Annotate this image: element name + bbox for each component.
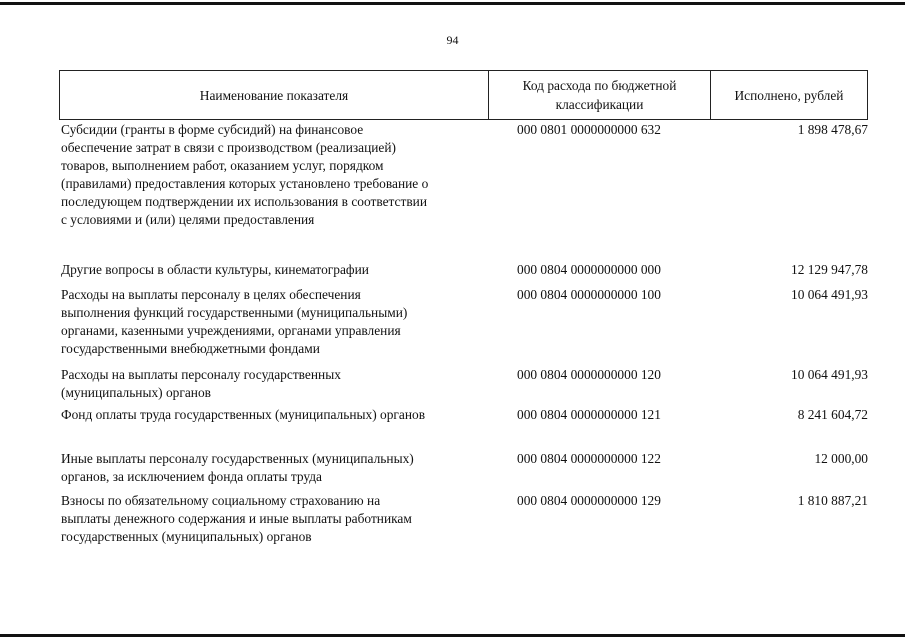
row-name (61, 406, 491, 424)
row-name-line: государственными внебюджетными фондами (61, 341, 320, 356)
row-name (61, 366, 491, 402)
row-name-line: органов, за исключением фонда оплаты труда (61, 469, 322, 484)
row-amount: 12 000,00 (814, 451, 868, 466)
row-name (61, 450, 491, 486)
row-code: 000 0804 0000000000 100 (517, 287, 661, 302)
header-amount: Исполнено, рублей (734, 87, 844, 103)
row-code: 000 0804 0000000000 122 (517, 451, 661, 466)
row-code: 000 0804 0000000000 120 (517, 367, 661, 382)
row-name-line: Иные выплаты персоналу государственных (муниципальных) (61, 451, 414, 466)
row-name-line: выполнения функций государственными (муниципальными) (61, 305, 408, 320)
row-amount: 10 064 491,93 (791, 287, 868, 302)
row-name (61, 492, 491, 546)
row-name (61, 261, 491, 279)
header-name: Наименование показателя (60, 71, 489, 119)
row-name-line: Расходы на выплаты персоналу государственных (61, 367, 341, 382)
row-name-line: товаров, выполнением работ, оказанием услуг, порядком (61, 158, 384, 173)
row-name-line: с условиями и (или) целями предоставления (61, 212, 315, 227)
row-name-line: Фонд оплаты труда государственных (муниципальных) органов (61, 407, 426, 422)
bottom-rule (0, 634, 905, 637)
row-name-line: Взносы по обязательному социальному страхованию на (61, 493, 381, 508)
row-code: 000 0804 0000000000 000 (517, 262, 661, 277)
row-name-line: органами, казенными учреждениями, органами управления (61, 323, 401, 338)
row-amount: 10 064 491,93 (791, 367, 868, 382)
page-number: 94 (446, 33, 459, 47)
row-amount: 8 241 604,72 (797, 407, 868, 422)
row-name-line: (правилами) предоставления которых установлено требование о (61, 176, 429, 191)
row-code: 000 0804 0000000000 129 (517, 493, 661, 508)
row-name (61, 121, 491, 229)
row-name-line: государственных (муниципальных) органов (61, 529, 312, 544)
top-rule (0, 2, 905, 5)
row-name (61, 286, 491, 358)
row-name-line: выплаты денежного содержания и иные выплаты работникам (61, 511, 412, 526)
header-code: Код расхода по бюджетной классификации (489, 71, 711, 119)
row-amount: 12 129 947,78 (791, 262, 868, 277)
row-code: 000 0801 0000000000 632 (517, 122, 661, 137)
table-header (59, 70, 868, 120)
row-name-line: (муниципальных) органов (61, 385, 211, 400)
row-amount: 1 810 887,21 (797, 493, 868, 508)
row-code: 000 0804 0000000000 121 (517, 407, 661, 422)
row-name-line: Другие вопросы в области культуры, кинематографии (61, 262, 369, 277)
row-name-line: Расходы на выплаты персоналу в целях обеспечения (61, 287, 361, 302)
row-name-line: последующем подтверждении их использования в соответствии (61, 194, 428, 209)
row-name-line: Субсидии (гранты в форме субсидий) на финансовое (61, 122, 364, 137)
row-name-line: обеспечение затрат в связи с производством (реализацией) (61, 140, 396, 155)
row-amount: 1 898 478,67 (797, 122, 868, 137)
